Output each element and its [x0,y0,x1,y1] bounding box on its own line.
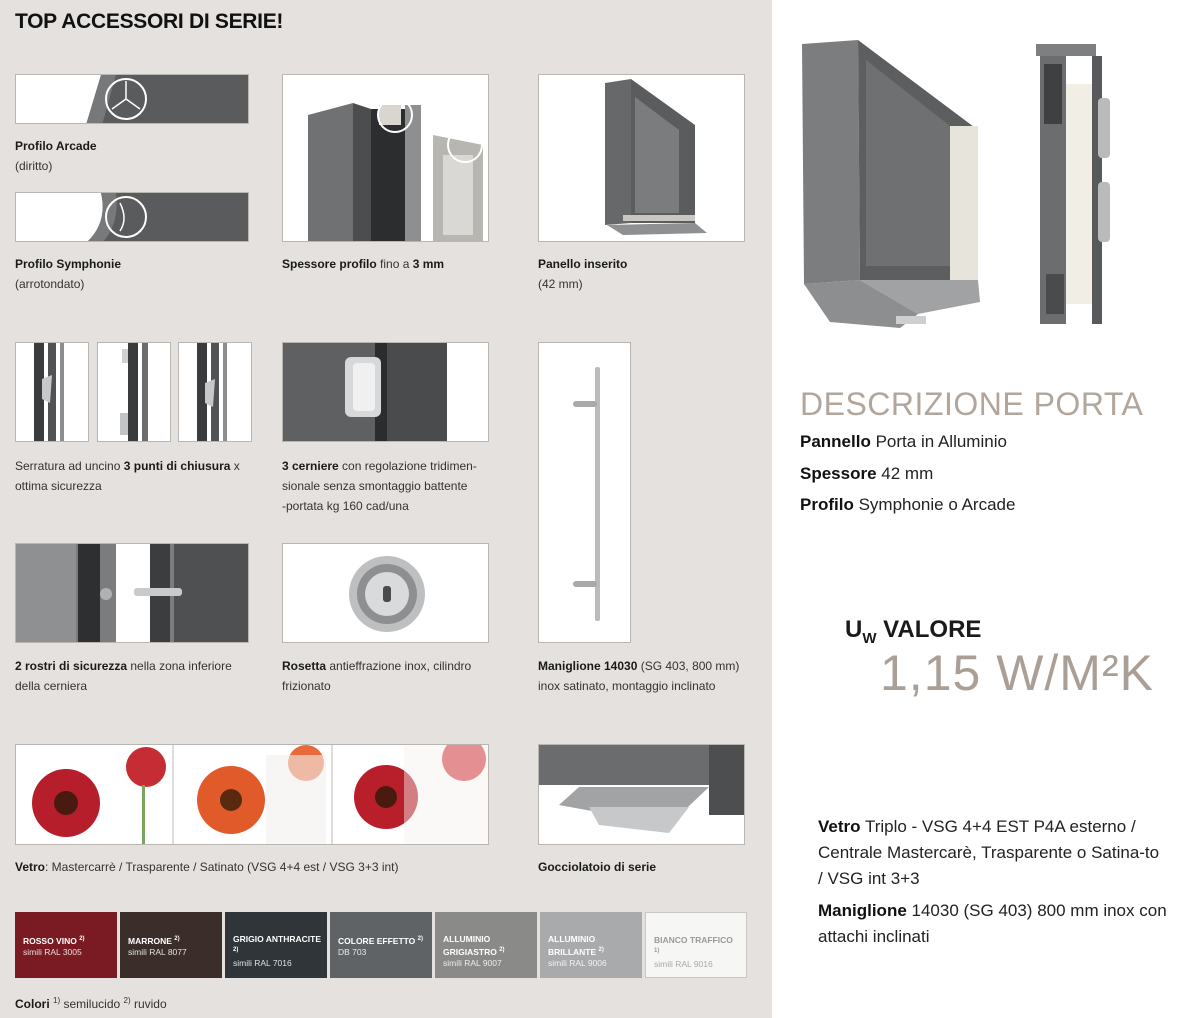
handle-description: Maniglione 14030 (SG 403) 800 mm inox con attachi inclinati [818,901,1167,946]
color-swatch-title [548,934,636,958]
color-swatch-title [128,934,216,947]
color-swatch-footnote: 2) [598,947,604,953]
glass-options-image [15,744,489,845]
color-swatch-footnote: 1) [654,948,660,954]
color-swatch-name: ALLUMINIO BRILLANTE [548,934,597,957]
security-bolts-caption: 2 rostri di sicurezza nella zona inferiore della cerniera [15,659,232,693]
hook-lock-caption: Serratura ad uncino 3 punti di chiusura x ottima sicurezza [15,459,240,493]
glass-caption: Vetro: Mastercarrè / Trasparente / Satinato (VSG 4+4 est / VSG 3+3 int) [15,860,399,874]
spec-thickness: Spessore 42 mm [800,464,934,483]
color-swatch-name: ROSSO VINO [23,935,77,946]
profile-arcade-caption: Profilo Arcade (diritto) [15,139,97,173]
color-swatch [645,912,747,978]
color-swatch-ral: simili RAL 9006 [548,957,607,968]
color-swatch-ral: simili RAL 8077 [128,946,187,957]
color-swatch-ral: simili RAL 9007 [443,957,502,968]
color-swatch-ral: simili RAL 9016 [654,958,713,969]
color-swatch-title [23,934,111,947]
color-swatch-title [338,934,426,947]
door-profile-image [1036,44,1116,324]
inserted-panel-image [538,74,745,242]
color-swatch [330,912,432,978]
drip-cap-caption: Gocciolatoio di serie [538,860,657,874]
glass-description: Vetro Triplo - VSG 4+4 EST P4A esterno / Centrale Mastercarè, Trasparente o Satina-to / VSG int 3+3 [818,817,1160,888]
hook-lock-image-2 [97,342,171,442]
security-bolts-image [15,543,249,643]
color-swatch-name: COLORE EFFETTO [338,935,416,946]
color-swatch-footnote: 2) [174,936,180,942]
color-swatch-ral: simili RAL 7016 [233,957,292,968]
color-swatch-title [443,934,531,958]
profile-thickness-caption: Spessore profilo fino a 3 mm [282,257,445,271]
color-swatch [435,912,537,978]
color-swatch [15,912,117,978]
color-swatch-name: GRIGIO ANTHRACITE [233,934,321,944]
door-section-image [800,40,990,330]
rosette-image [282,543,489,643]
uw-label: $U_W$ VALORE [845,616,982,647]
hook-lock-image-1 [15,342,89,442]
rosette-caption: Rosetta antieffrazione inox, cilindro frizionato [282,659,472,693]
colors-footnote: Colori $^{1)}$ semilucido $^{2)}$ ruvido [15,996,167,1011]
handle-image [538,342,631,643]
color-swatch-footnote: 2) [79,936,85,942]
hinges-caption: 3 cerniere con regolazione tridimen- sionale senza smontaggio battente -portata kg 160 cad/una [282,459,477,513]
door-description-heading: DESCRIZIONE PORTA [800,386,1144,422]
page-title: TOP ACCESSORI DI SERIE! [15,10,284,33]
profile-arcade-image [15,74,249,124]
handle-caption: Maniglione 14030 (SG 403, 800 mm) inox satinato, montaggio inclinato [538,659,740,693]
drip-cap-image [538,744,745,845]
spec-panel: Pannello Porta in Alluminio [800,432,1007,451]
color-swatch-name: MARRONE [128,935,172,946]
color-swatch-ral: DB 703 [338,946,367,957]
color-swatch-footnote: 2) [499,947,505,953]
color-swatch-title [654,935,740,959]
profile-symphonie-caption: Profilo Symphonie (arrotondato) [15,257,122,291]
color-swatch [225,912,327,978]
color-swatch-name: BIANCO TRAFFICO [654,935,733,945]
inserted-panel-caption: Panello inserito (42 mm) [538,257,628,291]
profile-symphonie-image [15,192,249,242]
color-swatch-title [233,934,321,958]
profile-thickness-image [282,74,489,242]
color-swatch-footnote: 2) [417,936,424,942]
uw-value: 1,15 W/M²K [880,645,1154,701]
color-swatch-footnote: 2) [233,947,239,953]
hinges-image [282,342,489,442]
color-swatch [120,912,222,978]
spec-profile: Profilo Symphonie o Arcade [800,495,1016,514]
color-swatch [540,912,642,978]
hook-lock-image-3 [178,342,252,442]
color-swatch-ral: simili RAL 3005 [23,946,82,957]
color-swatch-name: ALLUMINIO GRIGIASTRO [443,934,497,957]
